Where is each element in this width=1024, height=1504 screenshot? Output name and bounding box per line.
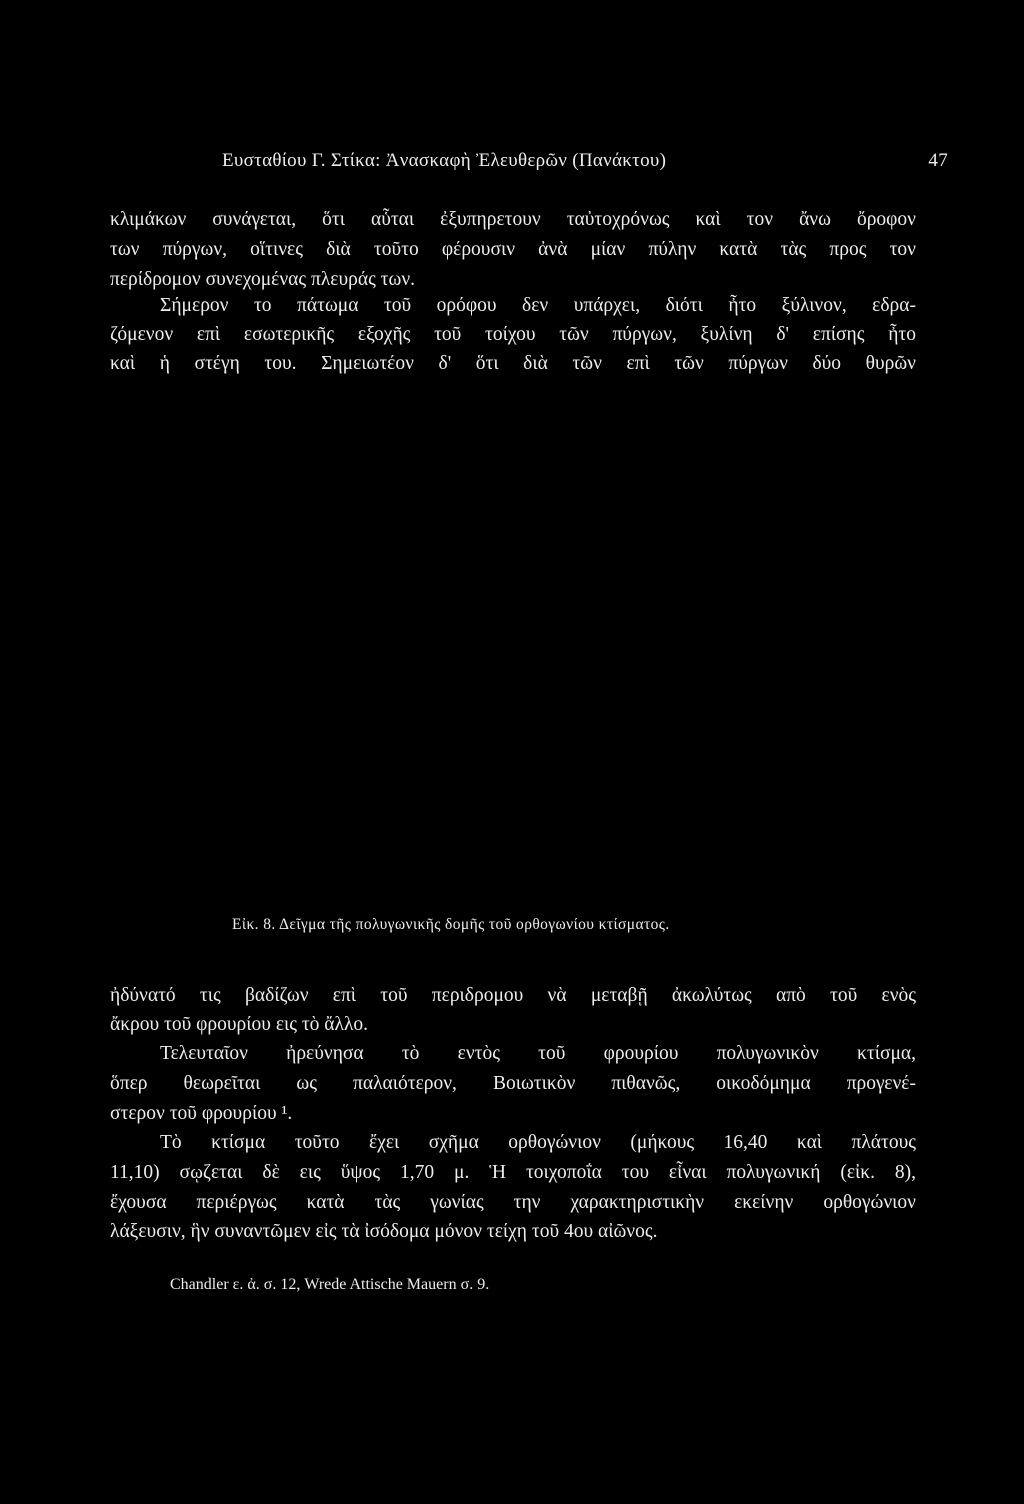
text-line: ζόμενον επὶ εσωτερικῆς εξοχῆς τοῦ τοίχου τῶν πύργων, ξυλίνη δ' επίσης ἦτο [110,324,916,345]
text-line: Τελευταῖον ἠρεύνησα τὸ εντὸς τοῦ φρουρίου πολυγωνικὸν κτίσμα, [160,1043,916,1064]
text-line: Τὸ κτίσμα τοῦτο ἔχει σχῆμα ορθογώνιον (μήκους 16,40 καὶ πλάτους [160,1132,916,1153]
text-line: ἄκρου τοῦ φρουρίου εις τὸ ἄλλο. [110,1014,369,1035]
text-line: των πύργων, οἵτινες διὰ τοῦτο φέρουσιν ἀνὰ μίαν πύλην κατὰ τὰς προς τον [110,239,916,260]
footnote: Chandler ε. ἀ. σ. 12, Wrede Attische Mauern σ. 9. [170,1276,490,1293]
text-line: Σήμερον το πάτωμα τοῦ ορόφου δεν υπάρχει, διότι ἦτο ξύλινον, εδρα- [160,295,916,316]
figure-caption: Εἰκ. 8. Δεῖγμα τῆς πολυγωνικῆς δομῆς τοῦ ορθογωνίου κτίσματος. [232,916,670,933]
text-line: καὶ ἡ στέγη του. Σημειωτέον δ' ὅτι διὰ τῶν επὶ τῶν πύργων δύο θυρῶν [110,353,916,374]
text-line: 11,10) σῳζεται δὲ εις ὕψος 1,70 μ. Ἡ τοιχοποΐα του εἶναι πολυγωνική (εἰκ. 8), [110,1162,916,1183]
running-head-title: Ευσταθίου Γ. Στίκα: Ἀνασκαφὴ Ἐλευθερῶν (Πανάκτου) [222,150,667,171]
text-line: περίδρομον συνεχομένας πλευράς των. [110,269,416,290]
figure-photograph [110,410,916,890]
text-line: ἠδύνατό τις βαδίζων επὶ τοῦ περιδρομου νὰ μεταβῇ ἀκωλύτως απὸ τοῦ ενὸς [110,985,916,1006]
text-line: στερον τοῦ φρουρίου ¹. [110,1103,293,1124]
page-number: 47 [928,150,948,171]
text-line: λάξευσιν, ἣν συναντῶμεν εἰς τὰ ἰσόδομα μόνον τείχη τοῦ 4ου αἰῶνος. [110,1221,658,1242]
text-line: ἔχουσα περιέργως κατὰ τὰς γωνίας την χαρακτηριστικὴν εκείνην ορθογώνιον [110,1192,916,1213]
text-line: ὅπερ θεωρεῖται ως παλαιότερον, Βοιωτικὸν πιθανῶς, οικοδόμημα προγενέ- [110,1073,916,1094]
text-line: κλιμάκων συνάγεται, ὅτι αὗται ἐξυπηρετουν ταὐτοχρόνως καὶ τον ἄνω ὄροφον [110,209,916,230]
